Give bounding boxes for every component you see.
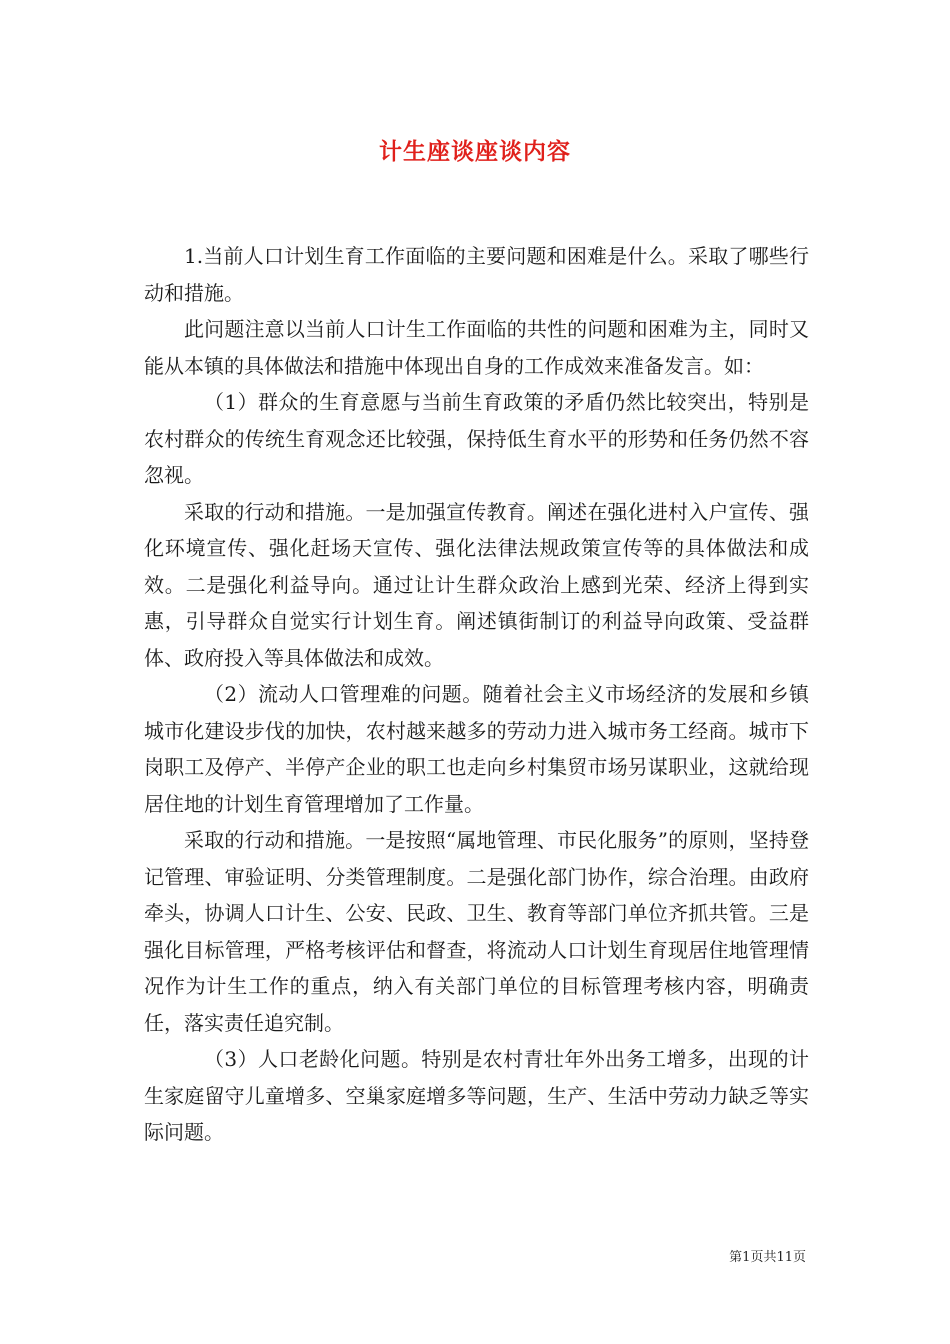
page-number-footer: 第1页共11页 — [729, 1250, 806, 1265]
paragraph-issue-3: （3）人口老龄化问题。特别是农村青壮年外出务工增多，出现的计生家庭留守儿童增多、空巢家庭增多等问题，生产、生活中劳动力缺乏等实际问题。 — [144, 1047, 809, 1144]
paragraph-guidance: 此问题注意以当前人口计生工作面临的共性的问题和困难为主，同时又能从本镇的具体做法和措施中体现出自身的工作成效来准备发言。如： — [144, 317, 809, 378]
document-title: 计生座谈座谈内容 — [379, 138, 571, 165]
paragraph-measures-1: 采取的行动和措施。一是加强宣传教育。阐述在强化进村入户宣传、强化环境宣传、强化赶场天宣传、强化法律法规政策宣传等的具体做法和成效。二是强化利益导向。通过让计生群众政治上感到光荣、经济上得到实惠，引导群众自觉实行计划生育。阐述镇街制订的利益导向政策、受益群体、政府投入等具体做法和成效。 — [144, 499, 809, 670]
paragraph-issue-1: （1）群众的生育意愿与当前生育政策的矛盾仍然比较突出，特别是农村群众的传统生育观念还比较强，保持低生育水平的形势和任务仍然不容忽视。 — [144, 390, 809, 487]
document-body — [144, 238, 809, 1151]
paragraph-issue-2: （2）流动人口管理难的问题。随着社会主义市场经济的发展和乡镇城市化建设步伐的加快，农村越来越多的劳动力进入城市务工经商。城市下岗职工及停产、半停产企业的职工也走向乡村集贸市场另谋职业，这就给现居住地的计划生育管理增加了工作量。 — [144, 682, 809, 816]
paragraph-measures-2: 采取的行动和措施。一是按照“属地管理、市民化服务”的原则，坚持登记管理、审验证明、分类管理制度。二是强化部门协作，综合治理。由政府牵头，协调人口计生、公安、民政、卫生、教育等部门单位齐抓共管。三是强化目标管理，严格考核评估和督查，将流动人口计划生育现居住地管理情况作为计生工作的重点，纳入有关部门单位的目标管理考核内容，明确责任，落实责任追究制。 — [144, 828, 809, 1035]
paragraph-question-1: 1.当前人口计划生育工作面临的主要问题和困难是什么。采取了哪些行动和措施。 — [144, 244, 809, 305]
